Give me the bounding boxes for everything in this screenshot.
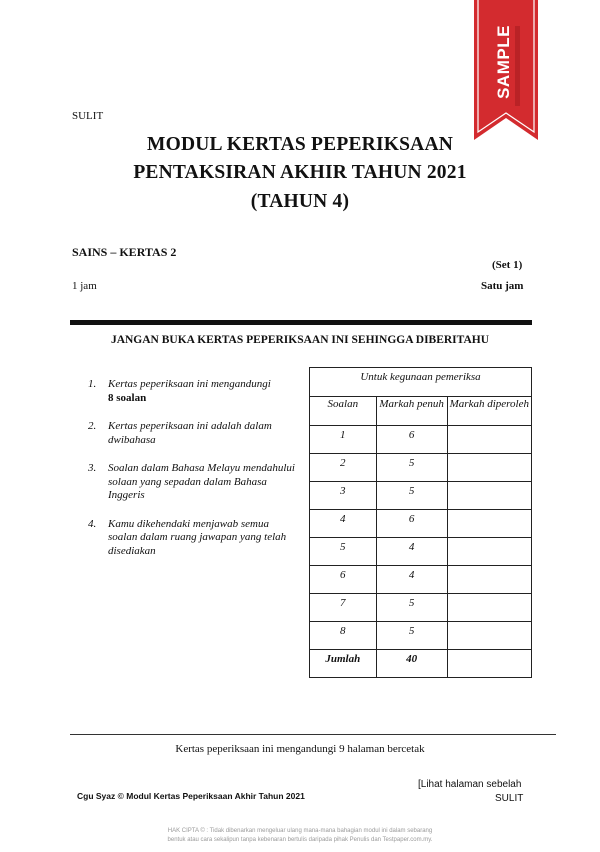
copyright-line-1: HAK CIPTA © : Tidak dibenarkan mengeluar ulang mana-mana bahagian modul ini dalam sebarang [167, 828, 433, 834]
obtained-marks-cell[interactable] [447, 566, 531, 594]
question-number: 6 [310, 566, 377, 594]
obtained-marks-cell[interactable] [447, 622, 531, 650]
classification-bottom: SULIT [495, 793, 524, 804]
total-obtained-cell[interactable] [447, 650, 531, 678]
title-line-1: MODUL KERTAS PEPERIKSAAN [146, 134, 454, 155]
marks-table [309, 367, 532, 678]
obtained-marks-cell[interactable] [447, 482, 531, 510]
author-credit: Cgu Syaz © Modul Kertas Peperiksaan Akhir Tahun 2021 [77, 791, 305, 801]
table-row [310, 510, 532, 538]
table-row [310, 622, 532, 650]
instructions-list [88, 378, 300, 573]
question-number: 7 [310, 594, 377, 622]
full-marks: 5 [376, 594, 447, 622]
obtained-marks-cell[interactable] [447, 538, 531, 566]
question-number: 2 [310, 454, 377, 482]
table-row [310, 566, 532, 594]
table-row [310, 594, 532, 622]
duration-words-label: Satu jam [481, 280, 524, 292]
column-header-obtained-marks: Markah diperoleh [447, 397, 531, 426]
total-label: Jumlah [310, 650, 377, 678]
table-row [310, 538, 532, 566]
sample-label: SAMPLE [494, 25, 513, 99]
title-line-2: PENTAKSIRAN AKHIR TAHUN 2021 [133, 162, 467, 183]
obtained-marks-cell[interactable] [447, 426, 531, 454]
thick-divider [70, 320, 532, 325]
title-line-3: (TAHUN 4) [250, 191, 350, 212]
question-number: 5 [310, 538, 377, 566]
obtained-marks-cell[interactable] [447, 454, 531, 482]
copyright-line-2: bentuk atau cara sekalipun tanpa kebenaran bertulis daripada pihak Penulis dan Testpaper.com.my. [167, 837, 433, 843]
question-number: 4 [310, 510, 377, 538]
full-marks: 4 [376, 538, 447, 566]
footer-divider [70, 734, 556, 735]
table-row [310, 482, 532, 510]
question-number: 1 [310, 426, 377, 454]
table-row [310, 454, 532, 482]
copyright-notice [0, 827, 600, 845]
instruction-item: 3. Soalan dalam Bahasa Melayu mendahului solaan yang sepadan dalam Bahasa Inggeris [88, 462, 295, 501]
full-marks: 5 [376, 454, 447, 482]
duration-label: 1 jam [72, 280, 97, 292]
sample-badge [474, 0, 538, 142]
instruction-item: 2. Kertas peperiksaan ini adalah dalam dwibahasa [88, 420, 272, 446]
column-header-question: Soalan [310, 397, 377, 426]
set-label: (Set 1) [492, 259, 523, 271]
full-marks: 5 [376, 482, 447, 510]
total-value: 40 [376, 650, 447, 678]
see-next-page-note: [Lihat halaman sebelah [418, 779, 522, 790]
full-marks: 5 [376, 622, 447, 650]
obtained-marks-cell[interactable] [447, 594, 531, 622]
full-marks: 6 [376, 426, 447, 454]
instruction-item: 4. Kamu dikehendaki menjawab semua soalan dalam ruang jawapan yang telah disediakan [88, 517, 287, 557]
total-row [310, 650, 532, 678]
classification-top: SULIT [72, 110, 104, 122]
marks-table-caption: Untuk kegunaan pemeriksa [310, 368, 532, 397]
full-marks: 4 [376, 566, 447, 594]
column-header-full-marks: Markah penuh [376, 397, 447, 426]
warning-notice: JANGAN BUKA KERTAS PEPERIKSAAN INI SEHINGGA DIBERITAHU [110, 334, 490, 346]
subject-label: SAINS – KERTAS 2 [72, 245, 177, 259]
instruction-item: 1. Kertas peperiksaan ini mengandungi 8 soalan [88, 378, 271, 404]
full-marks: 6 [376, 510, 447, 538]
table-row [310, 426, 532, 454]
page-count-note: Kertas peperiksaan ini mengandungi 9 halaman bercetak [175, 743, 425, 755]
obtained-marks-cell[interactable] [447, 510, 531, 538]
question-number: 8 [310, 622, 377, 650]
question-number: 3 [310, 482, 377, 510]
